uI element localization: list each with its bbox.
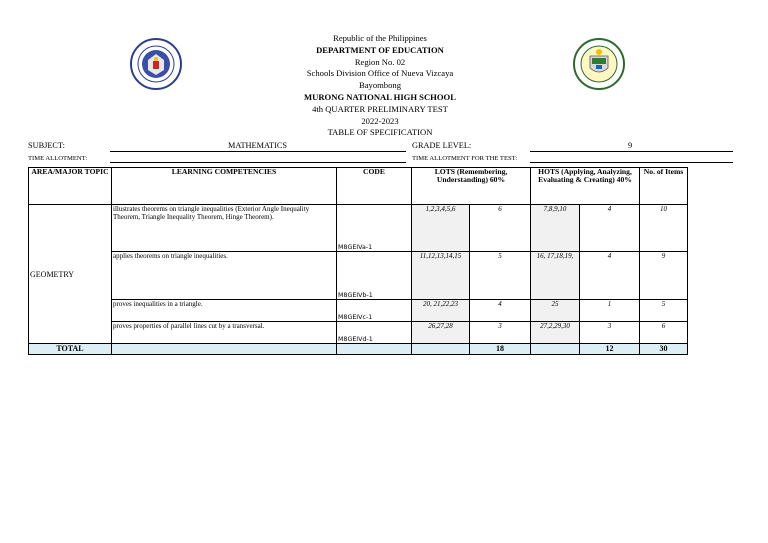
- code-cell: M8GEIVb-1: [337, 252, 412, 300]
- table-row: [29, 322, 688, 344]
- items-total-cell: 9: [640, 252, 688, 300]
- code-cell: M8GEIVd-1: [337, 322, 412, 344]
- total-label: TOTAL: [29, 344, 112, 355]
- lots-items-cell: 26,27,28: [412, 322, 470, 344]
- table-row: [29, 252, 688, 300]
- lots-count-cell: 5: [470, 252, 531, 300]
- competency-cell: applies theorems on triangle inequalities.: [112, 252, 337, 300]
- grade-underline: [530, 151, 733, 152]
- school-year: 2022-2023: [361, 115, 399, 126]
- lots-header: LOTS (Remembering, Understanding) 60%: [412, 168, 531, 205]
- hots-count-cell: 1: [580, 300, 640, 322]
- lots-items-cell: 20, 21,22,23: [412, 300, 470, 322]
- lots-count-cell: 6: [470, 205, 531, 252]
- hots-items-cell: 25: [531, 300, 580, 322]
- hots-count-cell: 3: [580, 322, 640, 344]
- table-header-row: [29, 168, 688, 205]
- items-total-cell: 10: [640, 205, 688, 252]
- competency-cell: proves properties of parallel lines cut by a transversal.: [112, 322, 337, 344]
- test-title: 4th QUARTER PRELIMINARY TEST: [312, 103, 448, 114]
- hots-items-cell: 7,8,9,10: [531, 205, 580, 252]
- lots-count-cell: 4: [470, 300, 531, 322]
- code-cell: M8GEIVa-1: [337, 205, 412, 252]
- grade-level-value: 9: [628, 141, 633, 150]
- lots-items-cell: 11,12,13,14,15: [412, 252, 470, 300]
- competencies-header: LEARNING COMPETENCIES: [112, 168, 337, 205]
- document-header: [230, 33, 530, 139]
- division-line: Schools Division Office of Nueva Vizcaya: [306, 68, 454, 79]
- hots-count-cell: 4: [580, 252, 640, 300]
- hots-items-cell: 16, 17,18,19,: [531, 252, 580, 300]
- competency-cell: illustrates theorems on triangle inequalities (Exterior Angle Inequality Theorem, Triangle Inequality Theorem, Hinge Theorem).: [112, 205, 337, 252]
- time-test-label: TIME ALLOTMENT FOR THE TEST:: [412, 155, 518, 162]
- document-title: TABLE OF SPECIFICATION: [327, 127, 433, 138]
- hots-items-cell: 27,2,29,30: [531, 322, 580, 344]
- republic-line: Republic of the Philippines: [333, 33, 427, 43]
- lots-count-cell: 3: [470, 322, 531, 344]
- department-line: DEPARTMENT OF EDUCATION: [316, 44, 444, 55]
- code-cell: M8GEIVc-1: [337, 300, 412, 322]
- school-name: MURONG NATIONAL HIGH SCHOOL: [304, 91, 456, 102]
- table-row: [29, 205, 688, 252]
- subject-underline: [110, 151, 406, 152]
- time-test-underline: [530, 162, 733, 163]
- items-total-cell: 5: [640, 300, 688, 322]
- hots-count-cell: 4: [580, 205, 640, 252]
- total-items: 30: [640, 344, 688, 355]
- area-header: AREA/MAJOR TOPIC: [29, 168, 112, 205]
- region-line: Region No. 02: [354, 56, 406, 67]
- code-header: CODE: [337, 168, 412, 205]
- total-row: [29, 344, 688, 355]
- lots-items-cell: 1,2,3,4,5,6: [412, 205, 470, 252]
- total-hots: 12: [580, 344, 640, 355]
- items-total-cell: 6: [640, 322, 688, 344]
- subject-value: MATHEMATICS: [228, 141, 288, 150]
- total-empty-cell: [531, 344, 580, 355]
- hots-header: HOTS (Applying, Analyzing, Evaluating & Creating) 40%: [531, 168, 640, 205]
- items-header: No. of Items: [640, 168, 688, 205]
- school-seal-icon: [573, 38, 625, 90]
- town-line: Bayombong: [358, 80, 401, 91]
- topic-cell: GEOMETRY: [29, 205, 112, 344]
- total-empty-cell: [337, 344, 412, 355]
- table-row: [29, 300, 688, 322]
- grade-level-label: GRADE LEVEL:: [412, 141, 472, 150]
- deped-seal-icon: [130, 38, 182, 90]
- time-underline: [110, 162, 406, 163]
- total-lots: 18: [470, 344, 531, 355]
- specification-table: [28, 167, 688, 355]
- time-allotment-label: TIME ALLOTMENT:: [28, 155, 88, 162]
- total-empty-cell: [112, 344, 337, 355]
- total-empty-cell: [412, 344, 470, 355]
- subject-label: SUBJECT:: [28, 141, 65, 150]
- competency-cell: proves inequalities in a triangle.: [112, 300, 337, 322]
